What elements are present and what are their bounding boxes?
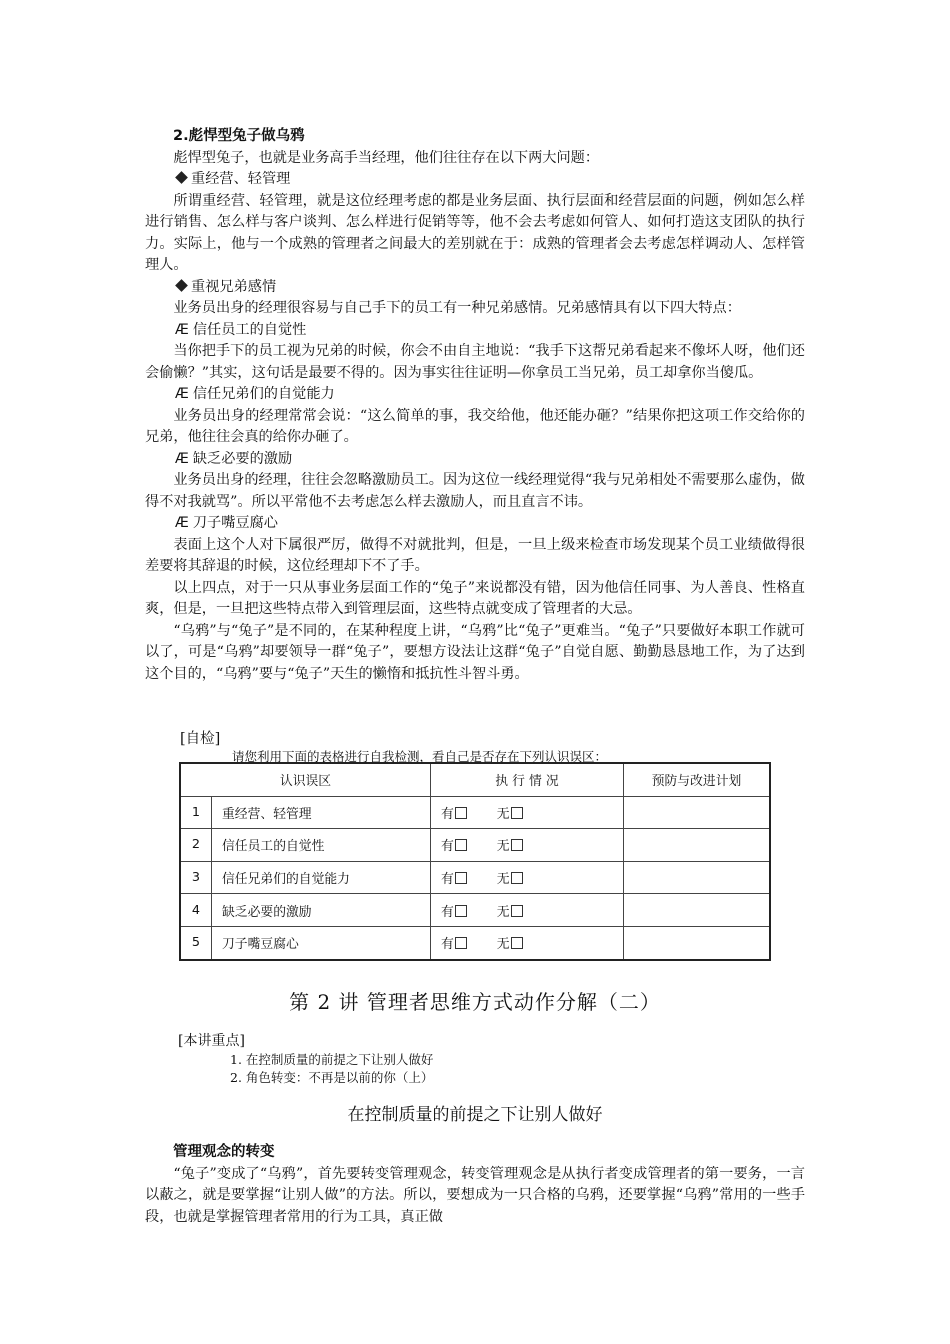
exec-cell [431, 926, 624, 959]
plan-cell[interactable] [624, 796, 771, 829]
self-check-label: [自检] [180, 731, 221, 747]
table-row [180, 796, 770, 829]
plan-cell[interactable] [624, 861, 771, 894]
point-title: 缺乏必要的激励 [192, 450, 293, 467]
problem-2-title: 重视兄弟感情 [191, 278, 277, 295]
no-checkbox[interactable] [511, 905, 523, 917]
lecture-subtitle: 在控制质量的前提之下让别人做好 [347, 1105, 603, 1125]
yes-label: 有 [441, 839, 454, 855]
header-cell: 预防与改进计划 [624, 763, 771, 796]
problem-1-title: 重经营、轻管理 [191, 171, 291, 187]
point-4-title-row [175, 513, 805, 535]
yes-label: 有 [441, 937, 454, 953]
summary-paragraph: 以上四点，对于一只从事业务层面工作的“兔子”来说都没有错，因为他信任同事、为人善良、性格直爽，但是，一旦把这些特点带入到管理层面，这些特点就变成了管理者的大忌。 [145, 579, 805, 617]
table-row [180, 861, 770, 894]
yes-checkbox[interactable] [455, 937, 467, 949]
lecture-body-block [145, 1142, 805, 1228]
diamond-bullet-icon [175, 279, 188, 292]
focus-item: 2. 角色转变：不再是以前的你（上） [230, 1070, 434, 1085]
no-checkbox[interactable] [511, 937, 523, 949]
no-checkbox[interactable] [511, 839, 523, 851]
row-item: 重经营、轻管理 [212, 796, 431, 829]
row-item: 信任兄弟们的自觉能力 [212, 861, 431, 894]
summary-paragraph: “乌鸦”与“兔子”是不同的，在某种程度上讲，“乌鸦”比“兔子”更难当。“兔子”只要做好本职工作就可以了，可是“乌鸦”却要领导一群“兔子”，要想方设法让这群“兔子”自觉自愿、勤勤恳恳地工作，为了达到这个目的，“乌鸦”要与“兔子”天生的懒惰和抵抗性斗智斗勇。 [145, 622, 805, 682]
plan-cell[interactable] [624, 926, 771, 959]
focus-item: 1. 在控制质量的前提之下让别人做好 [230, 1052, 434, 1067]
problem-1-body: 所谓重经营、轻管理，就是这位经理考虑的都是业务层面、执行层面和经营层面的问题，例如怎么样进行销售、怎么样与客户谈判、怎么样进行促销等等，他不会去考虑如何管人、如何打造这支团队的执行力。实际上，他与一个成熟的管理者之间最大的差别就在于：成熟的管理者会去考虑怎样调动人、怎样管理人。 [145, 192, 805, 273]
row-number: 4 [180, 894, 212, 927]
yes-label: 有 [441, 904, 454, 920]
row-item: 刀子嘴豆腐心 [212, 926, 431, 959]
ae-bullet-icon: Æ [175, 515, 189, 531]
section-block [145, 126, 805, 685]
no-checkbox[interactable] [511, 872, 523, 884]
no-label: 无 [496, 839, 510, 855]
row-number: 2 [180, 829, 212, 862]
exec-cell [431, 861, 624, 894]
point-2-title-row [175, 384, 805, 406]
subheading: 管理观念的转变 [173, 1144, 275, 1160]
yes-label: 有 [441, 806, 454, 822]
ae-bullet-icon: Æ [175, 321, 189, 338]
lecture-title: 第 2 讲 管理者思维方式动作分解（二） [289, 990, 661, 1014]
table-row [180, 829, 770, 862]
table-row [180, 894, 770, 927]
problem-2-title-row [173, 277, 805, 299]
yes-label: 有 [441, 872, 454, 888]
point-3-title-row [175, 449, 805, 471]
point-1-title-row [175, 320, 805, 342]
header-cell: 执 行 情 况 [431, 763, 624, 796]
exec-cell [431, 894, 624, 927]
no-label: 无 [496, 872, 510, 888]
yes-checkbox[interactable] [455, 872, 467, 884]
point-title: 信任兄弟们的自觉能力 [192, 386, 335, 402]
section-heading: 2.彪悍型兔子做乌鸦 [173, 128, 305, 144]
no-label: 无 [496, 937, 510, 953]
table-header-row [180, 763, 770, 796]
row-number: 3 [180, 861, 212, 894]
point-body: 业务员出身的经理常常会说：“这么简单的事，我交给他，他还能办砸？”结果你把这项工作交给你的兄弟，他往往会真的给你办砸了。 [145, 407, 805, 445]
focus-label: [本讲重点] [178, 1033, 245, 1049]
point-body: 当你把手下的员工视为兄弟的时候，你会不由自主地说：“我手下这帮兄弟看起来不像坏人呀，他们还会偷懒？”其实，这句话是最要不得的。因为事实往往证明—你拿员工当兄弟，员工却拿你当傻瓜。 [145, 343, 805, 381]
row-number: 1 [180, 796, 212, 829]
plan-cell[interactable] [624, 894, 771, 927]
no-label: 无 [496, 806, 510, 822]
ae-bullet-icon: Æ [175, 450, 189, 467]
problem-1-title-row [173, 169, 805, 191]
header-cell: 认识误区 [180, 763, 431, 796]
ae-bullet-icon: Æ [175, 386, 189, 402]
row-number: 5 [180, 926, 212, 959]
row-item: 缺乏必要的激励 [212, 894, 431, 927]
section-intro: 彪悍型兔子，也就是业务高手当经理，他们往往存在以下两大问题： [173, 149, 600, 166]
row-item: 信任员工的自觉性 [212, 829, 431, 862]
diamond-bullet-icon [175, 171, 188, 184]
point-title: 信任员工的自觉性 [192, 321, 307, 338]
problem-2-body: 业务员出身的经理很容易与自己手下的员工有一种兄弟感情。兄弟感情具有以下四大特点： [173, 300, 741, 316]
lecture-body: “兔子”变成了“乌鸦”，首先要转变管理观念，转变管理观念是从执行者变成管理者的第一要务，一言以蔽之，就是要掌握“让别人做”的方法。所以，要想成为一只合格的乌鸦，还要掌握“乌鸦”常用的一些手段，也就是掌握管理者常用的行为工具，真正做 [145, 1165, 806, 1225]
no-label: 无 [496, 904, 510, 920]
plan-cell[interactable] [624, 829, 771, 862]
table-row [180, 926, 770, 959]
self-check-intro: 请您利用下面的表格进行自我检测，看自己是否存在下列认识误区： [232, 749, 608, 764]
exec-cell [431, 796, 624, 829]
point-body: 业务员出身的经理，往往会忽略激励员工。因为这位一线经理觉得“我与兄弟相处不需要那么虚伪，做得不对我就骂”。所以平常他不去考虑怎么样去激励人，而且直言不讳。 [145, 472, 805, 510]
no-checkbox[interactable] [511, 807, 523, 819]
exec-cell [431, 829, 624, 862]
point-title: 刀子嘴豆腐心 [192, 515, 278, 531]
yes-checkbox[interactable] [455, 905, 467, 917]
point-body: 表面上这个人对下属很严厉，做得不对就批判，但是，一旦上级来检查市场发现某个员工业绩做得很差要将其辞退的时候，这位经理却下不了手。 [145, 536, 805, 574]
yes-checkbox[interactable] [455, 807, 467, 819]
yes-checkbox[interactable] [455, 839, 467, 851]
self-check-table [179, 762, 771, 961]
